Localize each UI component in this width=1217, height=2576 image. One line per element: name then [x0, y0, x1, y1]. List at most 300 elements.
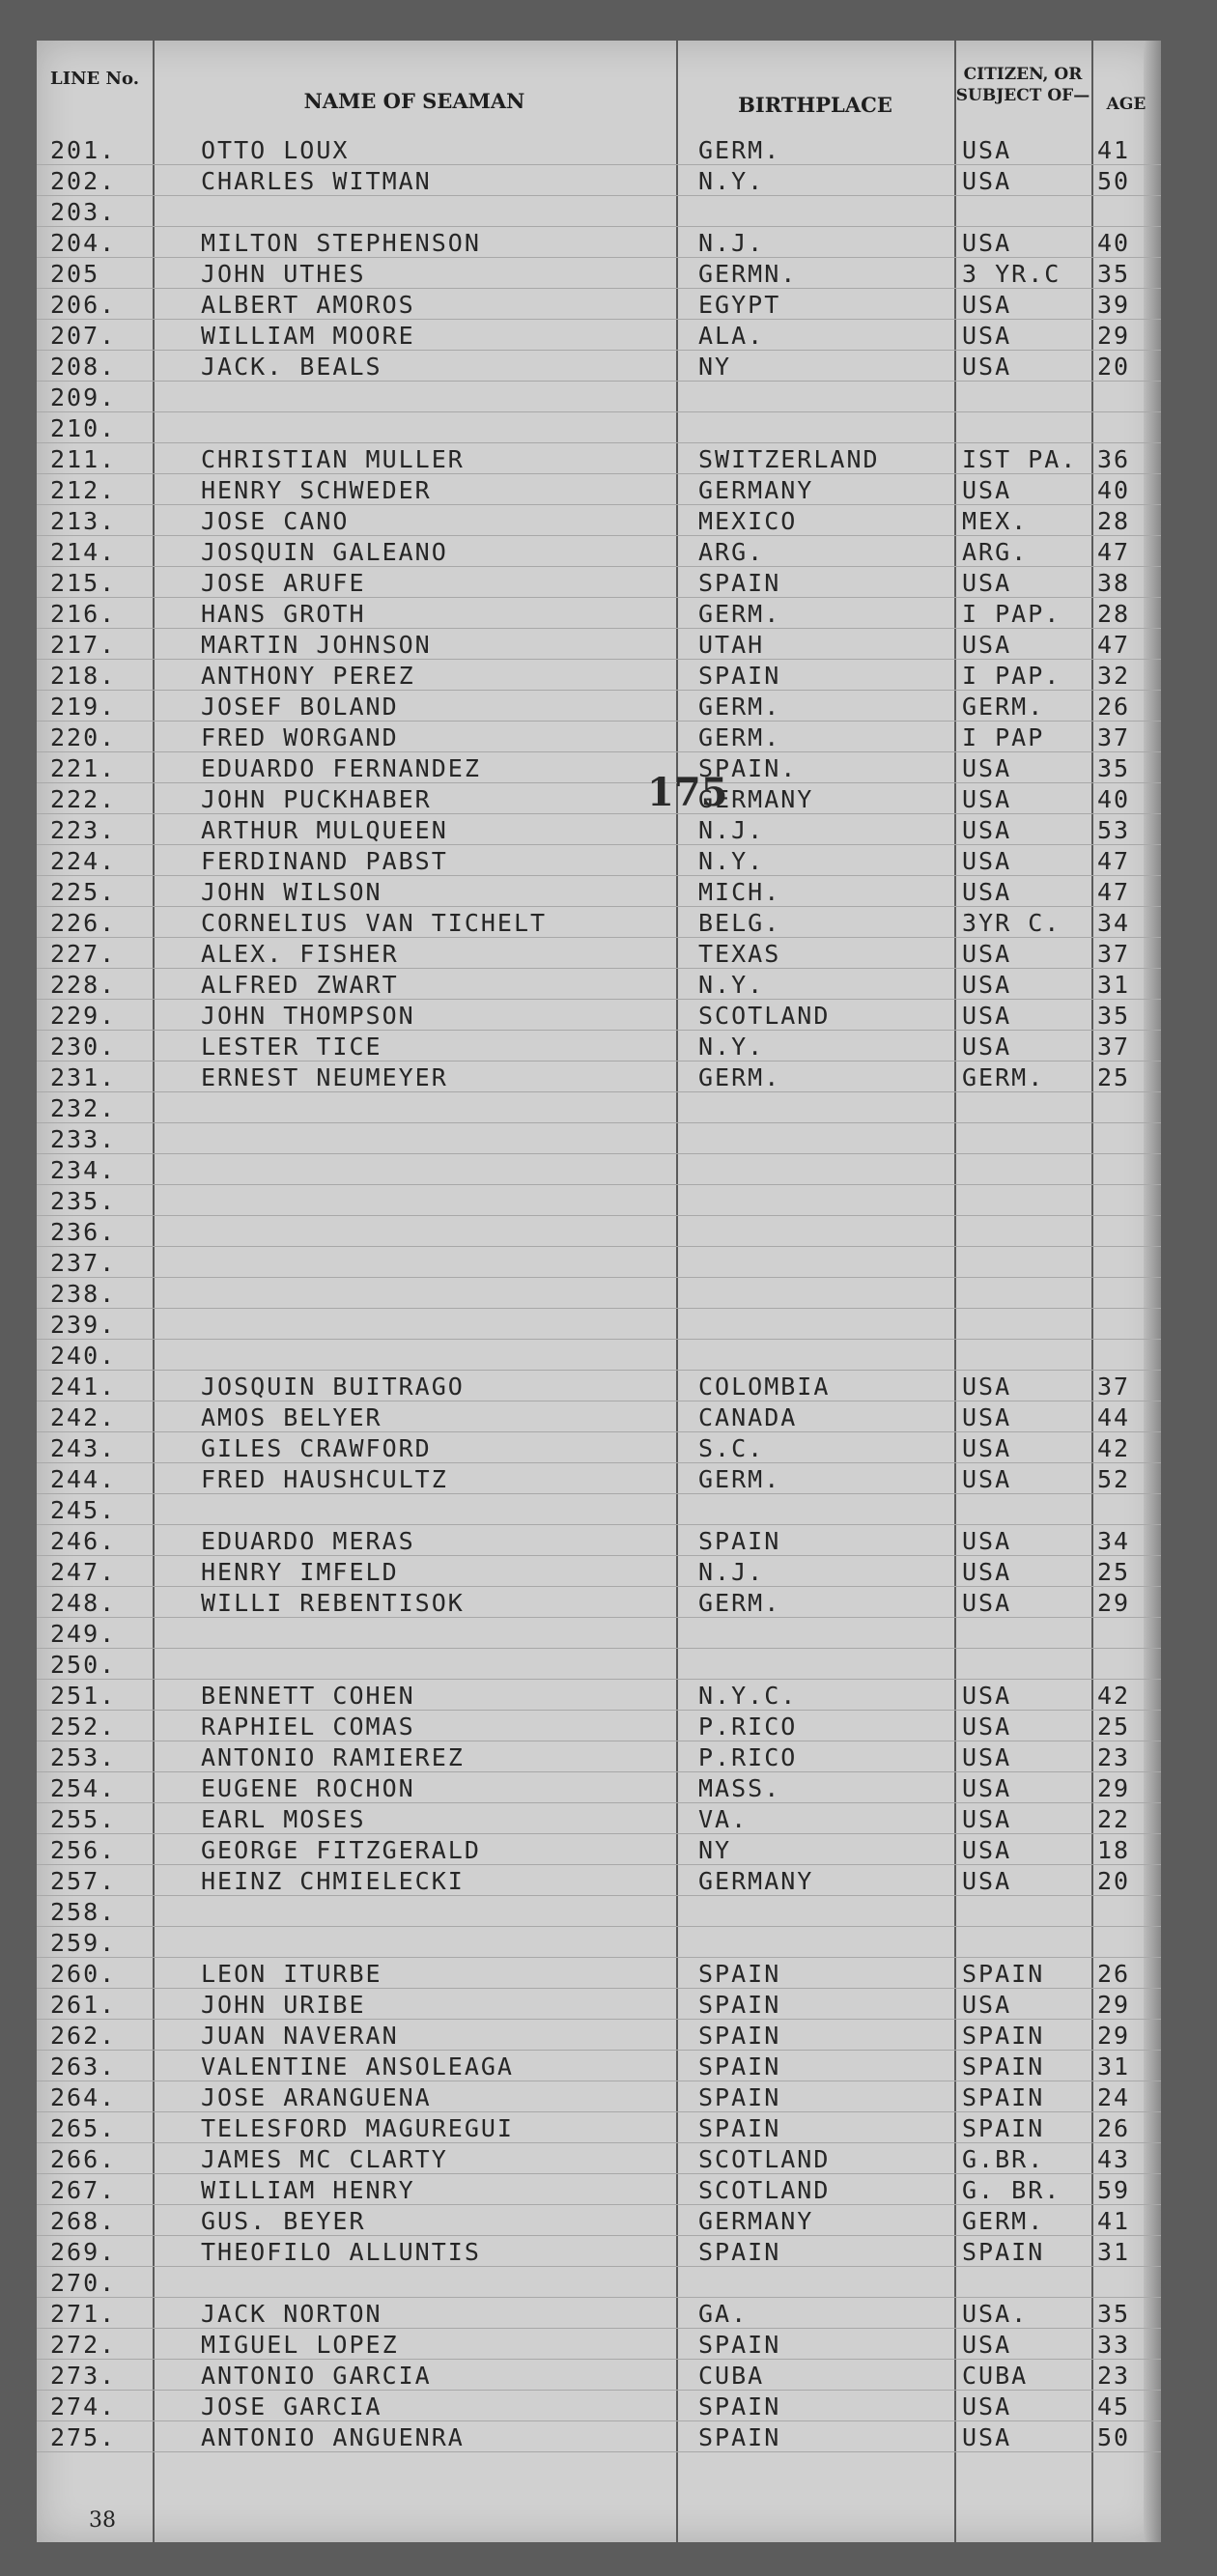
seaman-name: BENNETT COHEN	[201, 1682, 415, 1710]
age: 37	[1097, 940, 1131, 968]
birthplace: N.J.	[698, 816, 765, 844]
birthplace: GERM.	[698, 693, 781, 721]
citizenship: 3 YR.C	[962, 260, 1061, 288]
citizenship: USA	[962, 631, 1012, 659]
table-row	[37, 442, 1161, 474]
line-number: 259.	[50, 1929, 117, 1957]
table-row	[37, 1957, 1161, 1989]
seaman-name: EUGENE ROCHON	[201, 1774, 415, 1802]
line-number: 275.	[50, 2423, 117, 2451]
citizenship: USA	[962, 1743, 1012, 1771]
birthplace: NY	[698, 1836, 732, 1864]
seaman-name: JOSE GARCIA	[201, 2392, 382, 2420]
header-age: AGE	[1106, 95, 1146, 114]
birthplace: SPAIN.	[698, 754, 798, 782]
table-row	[37, 2359, 1161, 2391]
line-number: 273.	[50, 2362, 117, 2390]
table-row	[37, 350, 1161, 382]
age: 34	[1097, 1527, 1131, 1555]
seaman-name: EARL MOSES	[201, 1805, 366, 1833]
table-row	[37, 1679, 1161, 1711]
citizenship: USA	[962, 847, 1012, 875]
birthplace: SPAIN	[698, 569, 781, 597]
citizenship: USA	[962, 785, 1012, 813]
age: 36	[1097, 445, 1131, 473]
age: 42	[1097, 1682, 1131, 1710]
seaman-name: GILES CRAWFORD	[201, 1434, 432, 1462]
table-row	[37, 1277, 1161, 1309]
line-number: 249.	[50, 1620, 117, 1648]
age: 31	[1097, 2238, 1131, 2266]
line-number: 201.	[50, 136, 117, 164]
citizenship: USA	[962, 1033, 1012, 1061]
citizenship: I PAP	[962, 723, 1045, 751]
age: 23	[1097, 2362, 1131, 2390]
citizenship: MEX.	[962, 507, 1029, 535]
line-number: 267.	[50, 2176, 117, 2204]
seaman-name: JOHN WILSON	[201, 878, 382, 906]
table-row	[37, 2235, 1161, 2267]
age: 42	[1097, 1434, 1131, 1462]
line-number: 242.	[50, 1403, 117, 1431]
birthplace: SPAIN	[698, 2052, 781, 2081]
seaman-name: ARTHUR MULQUEEN	[201, 816, 448, 844]
birthplace: CUBA	[698, 2362, 765, 2390]
birthplace: BELG.	[698, 909, 781, 937]
table-row	[37, 2142, 1161, 2174]
table-row	[37, 844, 1161, 876]
seaman-name: ANTONIO ANGUENRA	[201, 2423, 465, 2451]
line-number: 213.	[50, 507, 117, 535]
seaman-name: JOHN THOMPSON	[201, 1002, 415, 1030]
line-number: 248.	[50, 1589, 117, 1617]
table-row	[37, 1246, 1161, 1278]
table-row	[37, 628, 1161, 660]
age: 47	[1097, 878, 1131, 906]
birthplace: SCOTLAND	[698, 2176, 831, 2204]
table-row	[37, 1586, 1161, 1618]
age: 25	[1097, 1558, 1131, 1586]
table-row	[37, 319, 1161, 351]
line-number: 221.	[50, 754, 117, 782]
citizenship: USA	[962, 816, 1012, 844]
birthplace: N.J.	[698, 229, 765, 257]
seaman-name: HENRY IMFELD	[201, 1558, 399, 1586]
table-row	[37, 721, 1161, 752]
line-number: 204.	[50, 229, 117, 257]
table-row	[37, 1030, 1161, 1062]
table-row	[37, 1215, 1161, 1247]
age: 53	[1097, 816, 1131, 844]
table-row	[37, 535, 1161, 567]
line-number: 219.	[50, 693, 117, 721]
line-number: 272.	[50, 2331, 117, 2359]
citizenship: USA	[962, 1403, 1012, 1431]
table-row	[37, 1926, 1161, 1958]
age: 37	[1097, 1373, 1131, 1401]
birthplace: GERM.	[698, 1465, 781, 1493]
birthplace: SPAIN	[698, 1527, 781, 1555]
age: 35	[1097, 1002, 1131, 1030]
table-row	[37, 1061, 1161, 1092]
seaman-name: ANTHONY PEREZ	[201, 662, 415, 690]
seaman-name: VALENTINE ANSOLEAGA	[201, 2052, 514, 2081]
citizenship: USA	[962, 229, 1012, 257]
line-number: 236.	[50, 1218, 117, 1246]
table-row	[37, 1833, 1161, 1865]
line-number: 224.	[50, 847, 117, 875]
seaman-name: FRED HAUSHCULTZ	[201, 1465, 448, 1493]
seaman-name: JACK NORTON	[201, 2300, 382, 2328]
table-row	[37, 411, 1161, 443]
birthplace: GERM.	[698, 1063, 781, 1091]
page-stamp: 175	[647, 770, 728, 815]
table-row	[37, 906, 1161, 938]
birthplace: CANADA	[698, 1403, 798, 1431]
seaman-name: JOSQUIN GALEANO	[201, 538, 448, 566]
citizenship: USA	[962, 2331, 1012, 2359]
table-row	[37, 1771, 1161, 1803]
age: 29	[1097, 2022, 1131, 2050]
age: 44	[1097, 1403, 1131, 1431]
seaman-name: CORNELIUS VAN TICHELT	[201, 909, 548, 937]
citizenship: USA	[962, 1682, 1012, 1710]
table-row	[37, 1493, 1161, 1525]
citizenship: USA	[962, 754, 1012, 782]
line-number: 246.	[50, 1527, 117, 1555]
line-number: 270.	[50, 2269, 117, 2297]
citizenship: USA	[962, 1465, 1012, 1493]
seaman-name: ERNEST NEUMEYER	[201, 1063, 448, 1091]
table-row	[37, 1184, 1161, 1216]
line-number: 227.	[50, 940, 117, 968]
citizenship: USA	[962, 940, 1012, 968]
birthplace: N.Y.C.	[698, 1682, 798, 1710]
age: 52	[1097, 1465, 1131, 1493]
seaman-name: JOSE ARUFE	[201, 569, 366, 597]
table-row	[37, 2019, 1161, 2051]
line-number: 208.	[50, 353, 117, 381]
age: 37	[1097, 723, 1131, 751]
citizenship: ARG.	[962, 538, 1029, 566]
age: 40	[1097, 476, 1131, 504]
table-row	[37, 226, 1161, 258]
line-number: 212.	[50, 476, 117, 504]
citizenship: IST PA.	[962, 445, 1078, 473]
line-number: 266.	[50, 2145, 117, 2173]
birthplace: GERMN.	[698, 260, 798, 288]
table-row	[37, 1339, 1161, 1371]
age: 20	[1097, 1867, 1131, 1895]
table-row	[37, 1648, 1161, 1680]
table-row	[37, 133, 1161, 165]
birthplace: N.Y.	[698, 1033, 765, 1061]
table-row	[37, 2420, 1161, 2452]
line-number: 230.	[50, 1033, 117, 1061]
table-row	[37, 1741, 1161, 1772]
seaman-name: ALBERT AMOROS	[201, 291, 415, 319]
seaman-name: WILLIAM MOORE	[201, 322, 415, 350]
seaman-name: JUAN NAVERAN	[201, 2022, 399, 2050]
table-row	[37, 690, 1161, 722]
line-number: 207.	[50, 322, 117, 350]
table-row	[37, 164, 1161, 196]
age: 22	[1097, 1805, 1131, 1833]
line-number: 253.	[50, 1743, 117, 1771]
age: 47	[1097, 538, 1131, 566]
table-row	[37, 381, 1161, 412]
seaman-name: TELESFORD MAGUREGUI	[201, 2114, 514, 2142]
birthplace: SPAIN	[698, 1960, 781, 1988]
seaman-name: GUS. BEYER	[201, 2207, 366, 2235]
seaman-name: LESTER TICE	[201, 1033, 382, 1061]
line-number: 271.	[50, 2300, 117, 2328]
age: 26	[1097, 693, 1131, 721]
birthplace: GA.	[698, 2300, 749, 2328]
age: 29	[1097, 1589, 1131, 1617]
age: 40	[1097, 229, 1131, 257]
table-row	[37, 1153, 1161, 1185]
line-number: 241.	[50, 1373, 117, 1401]
table-row	[37, 999, 1161, 1031]
citizenship: USA	[962, 1434, 1012, 1462]
age: 41	[1097, 2207, 1131, 2235]
header-name: NAME OF SEAMAN	[303, 89, 525, 113]
age: 26	[1097, 2114, 1131, 2142]
birthplace: GERMANY	[698, 2207, 814, 2235]
seaman-name: JAMES MC CLARTY	[201, 2145, 448, 2173]
birthplace: SPAIN	[698, 2392, 781, 2420]
table-row	[37, 1617, 1161, 1649]
birthplace: EGYPT	[698, 291, 781, 319]
line-number: 203.	[50, 198, 117, 226]
line-number: 220.	[50, 723, 117, 751]
birthplace: SPAIN	[698, 2022, 781, 2050]
birthplace: SPAIN	[698, 662, 781, 690]
birthplace: P.RICO	[698, 1713, 798, 1741]
line-number: 226.	[50, 909, 117, 937]
birthplace: SPAIN	[698, 2238, 781, 2266]
table-row	[37, 1524, 1161, 1556]
seaman-name: ALFRED ZWART	[201, 971, 399, 999]
citizenship: G. BR.	[962, 2176, 1061, 2204]
line-number: 256.	[50, 1836, 117, 1864]
age: 34	[1097, 909, 1131, 937]
birthplace: MASS.	[698, 1774, 781, 1802]
line-number: 262.	[50, 2022, 117, 2050]
citizenship: USA	[962, 322, 1012, 350]
line-number: 258.	[50, 1898, 117, 1926]
age: 29	[1097, 322, 1131, 350]
table-row	[37, 751, 1161, 783]
seaman-name: JOHN URIBE	[201, 1991, 366, 2019]
citizenship: USA	[962, 1991, 1012, 2019]
line-number: 264.	[50, 2083, 117, 2111]
birthplace: GERM.	[698, 1589, 781, 1617]
table-row	[37, 782, 1161, 814]
birthplace: MEXICO	[698, 507, 798, 535]
birthplace: N.Y.	[698, 971, 765, 999]
birthplace: SPAIN	[698, 2423, 781, 2451]
age: 24	[1097, 2083, 1131, 2111]
birthplace: N.J.	[698, 1558, 765, 1586]
table-row	[37, 2173, 1161, 2205]
table-row	[37, 288, 1161, 320]
line-number: 231.	[50, 1063, 117, 1091]
citizenship: USA	[962, 1774, 1012, 1802]
citizenship: 3YR C.	[962, 909, 1061, 937]
age: 25	[1097, 1713, 1131, 1741]
birthplace: TEXAS	[698, 940, 781, 968]
line-number: 245.	[50, 1496, 117, 1524]
line-number: 209.	[50, 383, 117, 411]
line-number: 257.	[50, 1867, 117, 1895]
header-line-no: LINE No.	[50, 69, 139, 89]
seaman-name: JOSEF BOLAND	[201, 693, 399, 721]
seaman-name: JOSQUIN BUITRAGO	[201, 1373, 465, 1401]
birthplace: GERMANY	[698, 476, 814, 504]
birthplace: S.C.	[698, 1434, 765, 1462]
citizenship: USA	[962, 1527, 1012, 1555]
line-number: 255.	[50, 1805, 117, 1833]
age: 43	[1097, 2145, 1131, 2173]
line-number: 263.	[50, 2052, 117, 2081]
seaman-name: THEOFILO ALLUNTIS	[201, 2238, 481, 2266]
seaman-name: MIGUEL LOPEZ	[201, 2331, 399, 2359]
line-number: 240.	[50, 1342, 117, 1370]
citizenship: I PAP.	[962, 662, 1061, 690]
line-number: 237.	[50, 1249, 117, 1277]
line-number: 222.	[50, 785, 117, 813]
table-row	[37, 1462, 1161, 1494]
table-row	[37, 195, 1161, 227]
line-number: 274.	[50, 2392, 117, 2420]
birthplace: NY	[698, 353, 732, 381]
line-number: 251.	[50, 1682, 117, 1710]
seaman-name: CHRISTIAN MULLER	[201, 445, 465, 473]
birthplace: GERM.	[698, 136, 781, 164]
birthplace: VA.	[698, 1805, 749, 1833]
age: 20	[1097, 353, 1131, 381]
table-row	[37, 1308, 1161, 1340]
citizenship: USA	[962, 136, 1012, 164]
citizenship: USA	[962, 1589, 1012, 1617]
age: 26	[1097, 1960, 1131, 1988]
table-row	[37, 1091, 1161, 1123]
citizenship: USA	[962, 1867, 1012, 1895]
citizenship: USA	[962, 1713, 1012, 1741]
table-row	[37, 1431, 1161, 1463]
seaman-name: JACK. BEALS	[201, 353, 382, 381]
line-number: 261.	[50, 1991, 117, 2019]
citizenship: USA	[962, 1836, 1012, 1864]
table-row	[37, 2390, 1161, 2421]
line-number: 265.	[50, 2114, 117, 2142]
table-row	[37, 1122, 1161, 1154]
birthplace: P.RICO	[698, 1743, 798, 1771]
citizenship: SPAIN	[962, 2052, 1045, 2081]
line-number: 214.	[50, 538, 117, 566]
table-row	[37, 813, 1161, 845]
age: 31	[1097, 971, 1131, 999]
table-row	[37, 2050, 1161, 2081]
citizenship: USA	[962, 1002, 1012, 1030]
birthplace: GERM.	[698, 600, 781, 628]
table-row	[37, 2297, 1161, 2329]
line-number: 210.	[50, 414, 117, 442]
age: 50	[1097, 2423, 1131, 2451]
citizenship: SPAIN	[962, 2022, 1045, 2050]
age: 23	[1097, 1743, 1131, 1771]
age: 45	[1097, 2392, 1131, 2420]
citizenship: GERM.	[962, 2207, 1045, 2235]
seaman-name: AMOS BELYER	[201, 1403, 382, 1431]
table-row	[37, 566, 1161, 598]
line-number: 268.	[50, 2207, 117, 2235]
age: 50	[1097, 167, 1131, 195]
table-row	[37, 875, 1161, 907]
birthplace: N.Y.	[698, 167, 765, 195]
birthplace: SCOTLAND	[698, 1002, 831, 1030]
table-row	[37, 597, 1161, 629]
birthplace: GERM.	[698, 723, 781, 751]
birthplace: COLOMBIA	[698, 1373, 831, 1401]
line-number: 223.	[50, 816, 117, 844]
citizenship: USA	[962, 2423, 1012, 2451]
seaman-name: HANS GROTH	[201, 600, 366, 628]
line-number: 233.	[50, 1125, 117, 1153]
citizenship: SPAIN	[962, 2238, 1045, 2266]
seaman-name: HEINZ CHMIELECKI	[201, 1867, 465, 1895]
line-number: 215.	[50, 569, 117, 597]
citizenship: USA	[962, 291, 1012, 319]
citizenship: USA	[962, 1373, 1012, 1401]
manifest-page	[37, 41, 1161, 2542]
table-row	[37, 1555, 1161, 1587]
age: 28	[1097, 507, 1131, 535]
line-number: 218.	[50, 662, 117, 690]
citizenship: USA	[962, 1805, 1012, 1833]
seaman-name: JOHN UTHES	[201, 260, 366, 288]
birthplace: N.Y.	[698, 847, 765, 875]
seaman-name: ANTONIO RAMIEREZ	[201, 1743, 465, 1771]
table-row	[37, 2266, 1161, 2298]
table-row	[37, 257, 1161, 289]
birthplace: GERMANY	[698, 1867, 814, 1895]
citizenship: USA	[962, 1558, 1012, 1586]
line-number: 269.	[50, 2238, 117, 2266]
birthplace: SWITZERLAND	[698, 445, 880, 473]
age: 59	[1097, 2176, 1131, 2204]
seaman-name: FERDINAND PABST	[201, 847, 448, 875]
seaman-name: RAPHIEL COMAS	[201, 1713, 415, 1741]
age: 29	[1097, 1991, 1131, 2019]
birthplace: ARG.	[698, 538, 765, 566]
citizenship: GERM.	[962, 693, 1045, 721]
line-number: 205	[50, 260, 100, 288]
line-number: 244.	[50, 1465, 117, 1493]
age: 37	[1097, 1033, 1131, 1061]
line-number: 238.	[50, 1280, 117, 1308]
citizenship: SPAIN	[962, 2083, 1045, 2111]
table-row	[37, 937, 1161, 969]
citizenship: USA	[962, 878, 1012, 906]
age: 28	[1097, 600, 1131, 628]
birthplace: SPAIN	[698, 2114, 781, 2142]
line-number: 239.	[50, 1311, 117, 1339]
citizenship: USA	[962, 167, 1012, 195]
line-number: 206.	[50, 291, 117, 319]
